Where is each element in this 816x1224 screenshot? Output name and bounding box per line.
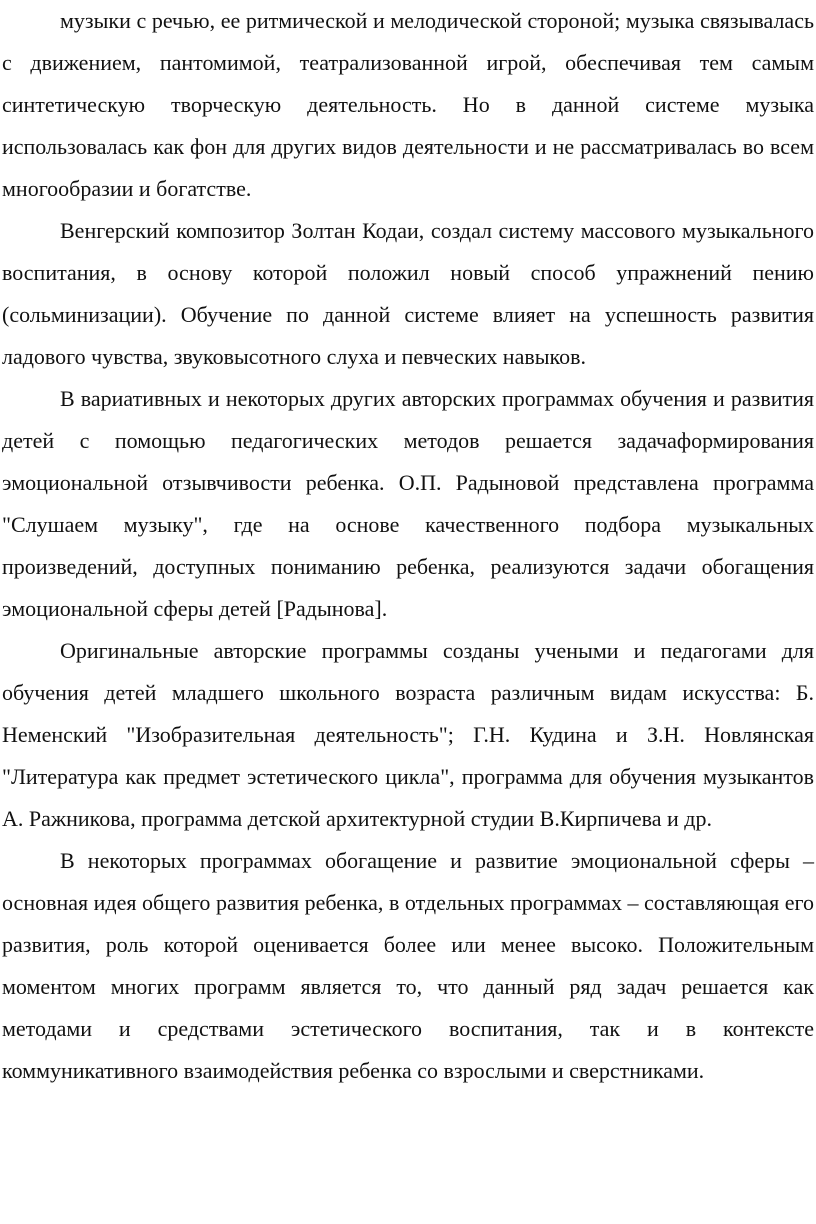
paragraph-1: музыки с речью, ее ритмической и мелодической стороной; музыка связывалась с движением, пантомимой, театрализованной игрой, обеспечивая тем самым синтетическую творческую деятельность. Но в данной системе музыка использовалась как фон для других видов деятельности и не рассматривалась во всем многообразии и богатстве.: [2, 8, 814, 201]
paragraph-5: В некоторых программах обогащение и развитие эмоциональной сферы – основная идея общего развития ребенка, в отдельных программах – составляющая его развития, роль которой оценивается более или менее высоко. Положительным моментом многих программ является то, что данный ряд задач решается как методами и средствами эстетического воспитания, так и в контексте коммуникативного взаимодействия ребенка со взрослыми и сверстниками.: [2, 848, 814, 1083]
paragraph-3: В вариативных и некоторых других авторских программах обучения и развития детей с помощью педагогических методов решается задачаформирования эмоциональной отзывчивости ребенка. О.П. Радыновой представлена программа "Слушаем музыку", где на основе качественного подбора музыкальных произведений, доступных пониманию ребенка, реализуются задачи обогащения эмоциональной сферы детей [Радынова].: [2, 386, 814, 621]
paragraph-4: Оригинальные авторские программы созданы учеными и педагогами для обучения детей младшего школьного возраста различным видам искусства: Б. Неменский "Изобразительная деятельность"; Г.Н. Кудина и З.Н. Новлянская "Литература как предмет эстетического цикла", программа для обучения музыкантов А. Ражникова, программа детской архитектурной студии В.Кирпичева и др.: [2, 638, 814, 831]
paragraph-2: Венгерский композитор Золтан Кодаи, создал систему массового музыкального воспитания, в основу которой положил новый способ упражнений пению (сольминизации). Обучение по данной системе влияет на успешность развития ладового чувства, звуковысотного слуха и певческих навыков.: [2, 218, 814, 369]
